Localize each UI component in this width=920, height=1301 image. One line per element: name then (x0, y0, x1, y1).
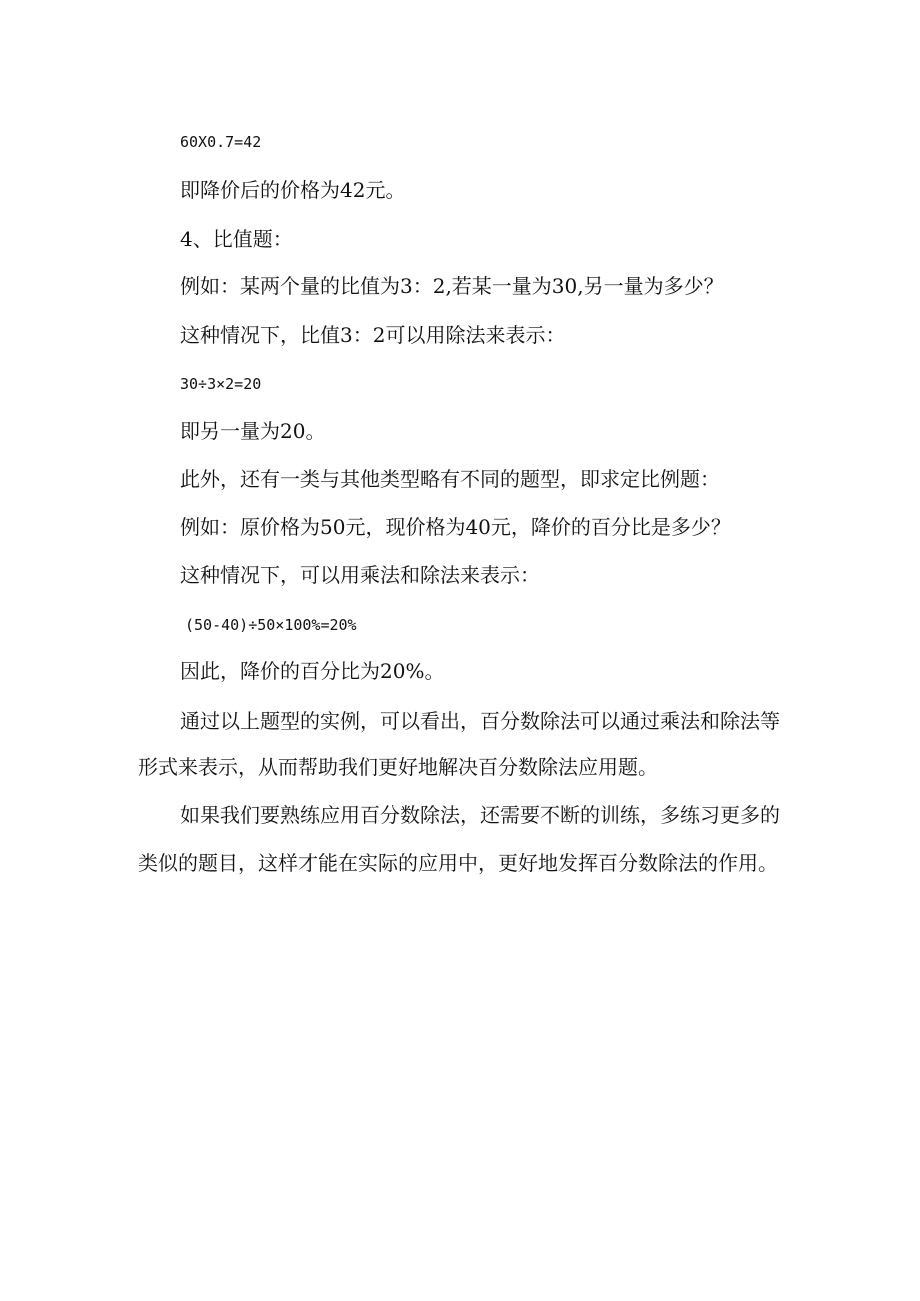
paragraph-line: 通过以上题型的实例，可以看出，百分数除法可以通过乘法和除法等 (180, 709, 780, 733)
paragraph-line: 如果我们要熟练应用百分数除法，还需要不断的训练，多练习更多的 (180, 803, 780, 827)
text-line: 这种情况下，可以用乘法和除法来表示： (180, 563, 540, 587)
paragraph-line: 形式来表示，从而帮助我们更好地解决百分数除法应用题。 (138, 755, 658, 779)
paragraph-line: 类似的题目，这样才能在实际的应用中，更好地发挥百分数除法的作用。 (138, 851, 778, 875)
text-line: 例如：某两个量的比值为3：2,若某一量为30,另一量为多少？ (180, 274, 724, 298)
text-line: 这种情况下，比值3：2可以用除法来表示： (180, 323, 566, 347)
equation-line: 60X0.7=42 (180, 133, 262, 151)
equation-line: 30÷3×2=20 (180, 375, 262, 393)
equation-line: (50-40)÷50×100%=20% (185, 616, 357, 634)
text-line: 即降价后的价格为42元。 (180, 178, 406, 202)
text-line: 因此，降价的百分比为20%。 (180, 659, 445, 683)
section-heading: 4、比值题： (180, 227, 293, 251)
text-line: 此外，还有一类与其他类型略有不同的题型，即求定比例题： (180, 467, 720, 491)
text-line: 即另一量为20。 (180, 419, 326, 443)
text-line: 例如：原价格为50元，现价格为40元，降价的百分比是多少？ (180, 515, 731, 539)
